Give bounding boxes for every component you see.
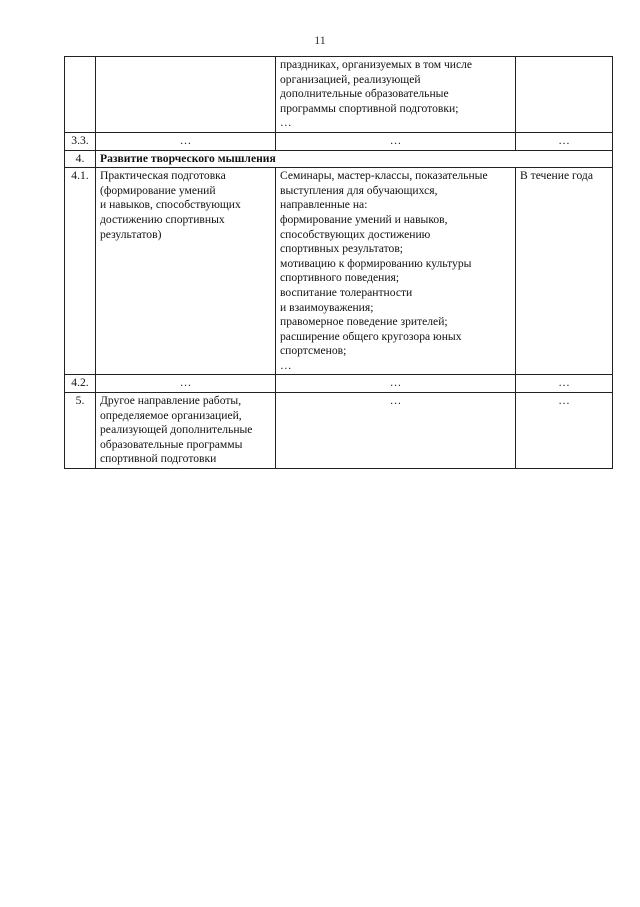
cell-line: Практическая подготовка bbox=[100, 169, 226, 183]
row-number-cell: 4. bbox=[65, 150, 96, 168]
table-row bbox=[65, 393, 613, 469]
period-cell: В течение года bbox=[516, 168, 613, 375]
cell-line: расширение общего кругозора юных bbox=[280, 329, 462, 343]
cell-line: … bbox=[280, 116, 292, 130]
cell-line: выступления для обучающихся, bbox=[280, 183, 438, 197]
period-cell: … bbox=[516, 375, 613, 393]
cell-line: … bbox=[280, 358, 292, 372]
plan-table bbox=[64, 56, 613, 469]
page-number: 11 bbox=[314, 33, 326, 47]
cell-line: праздниках, организуемых в том числе bbox=[280, 58, 473, 71]
cell-line: способствующих достижению bbox=[280, 227, 431, 241]
cell-line: программы спортивной подготовки; bbox=[280, 101, 459, 115]
cell-line: направленные на: bbox=[280, 198, 368, 212]
cell-line: и взаимоуважения; bbox=[280, 300, 374, 314]
cell-line: спортивных результатов; bbox=[280, 242, 404, 256]
table-row bbox=[65, 57, 613, 133]
period-cell: … bbox=[516, 132, 613, 150]
cell-line: реализующей дополнительные bbox=[100, 423, 253, 437]
cell-line: воспитание толерантности bbox=[280, 285, 413, 299]
row-number-cell: 4.2. bbox=[65, 375, 96, 393]
cell-line: результатов) bbox=[100, 227, 162, 241]
period-cell bbox=[516, 57, 613, 133]
cell-line: формирование умений и навыков, bbox=[280, 212, 448, 226]
row-number-cell bbox=[65, 57, 96, 133]
cell-line: Другое направление работы, bbox=[100, 394, 242, 408]
cell-line: мотивацию к формированию культуры bbox=[280, 256, 472, 270]
table-row bbox=[65, 375, 613, 393]
cell-line: правомерное поведение зрителей; bbox=[280, 315, 448, 329]
cell-line: и навыков, способствующих bbox=[100, 198, 241, 212]
cell-line: организацией, реализующей bbox=[280, 72, 421, 86]
direction-cell bbox=[96, 168, 276, 375]
cell-line: (формирование умений bbox=[100, 183, 216, 197]
table-row bbox=[65, 168, 613, 375]
cell-line: Семинары, мастер-классы, показательные bbox=[280, 169, 488, 183]
activity-cell bbox=[276, 57, 516, 133]
row-number-cell: 3.3. bbox=[65, 132, 96, 150]
row-number-cell: 5. bbox=[65, 393, 96, 469]
direction-cell bbox=[96, 393, 276, 469]
cell-line: достижению спортивных bbox=[100, 212, 225, 226]
activity-cell: … bbox=[276, 132, 516, 150]
activity-cell: … bbox=[276, 375, 516, 393]
cell-line: определяемое организацией, bbox=[100, 408, 242, 422]
cell-line: спортивного поведения; bbox=[280, 271, 400, 285]
direction-cell bbox=[96, 57, 276, 133]
direction-cell: … bbox=[96, 375, 276, 393]
row-number-cell: 4.1. bbox=[65, 168, 96, 375]
activity-cell bbox=[276, 168, 516, 375]
cell-line: дополнительные образовательные bbox=[280, 87, 449, 101]
direction-cell: … bbox=[96, 132, 276, 150]
cell-line: образовательные программы bbox=[100, 437, 243, 451]
section-title: Развитие творческого мышления bbox=[96, 150, 613, 168]
period-cell: … bbox=[516, 393, 613, 469]
table-row bbox=[65, 132, 613, 150]
table-row bbox=[65, 150, 613, 168]
cell-line: спортивной подготовки bbox=[100, 452, 217, 466]
cell-line: спортсменов; bbox=[280, 344, 347, 358]
activity-cell: … bbox=[276, 393, 516, 469]
